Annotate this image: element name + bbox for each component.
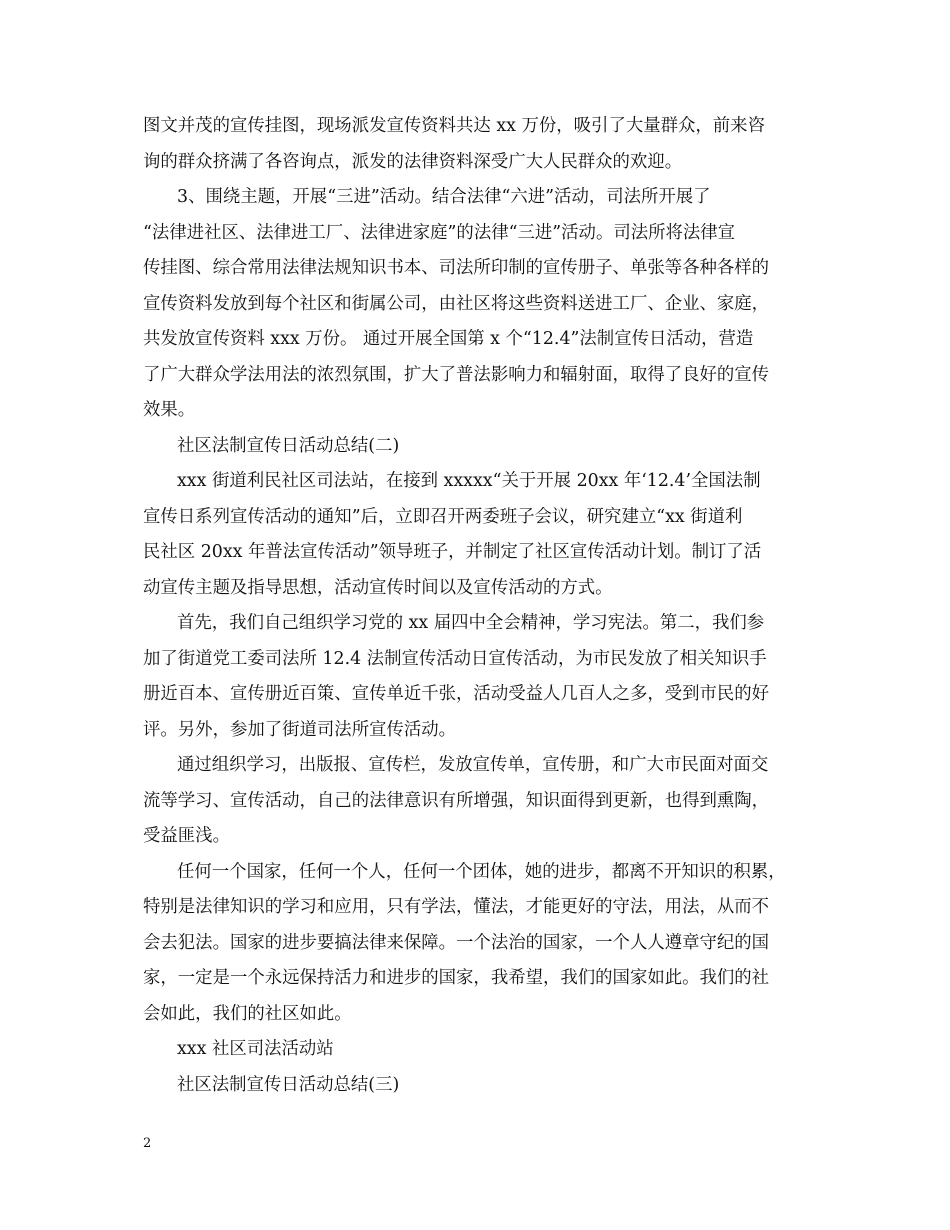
document-body xyxy=(143,109,821,1103)
text-line: 受益匪浅。 xyxy=(143,826,230,846)
section-heading: 社区法制宣传日活动总结(二) xyxy=(177,435,400,456)
text-line: xxx 街道利民社区司法站，在接到 xxxxx“关于开展 20xx 年‘12.4’全国法制 xyxy=(177,471,761,491)
text-line: 传挂图、综合常用法律法规知识书本、司法所印制的宣传册子、单张等各种各样的 xyxy=(143,258,770,278)
text-line: 3、围绕主题，开展“三进”活动。结合法律“六进”活动，司法所开展了 xyxy=(177,187,711,207)
text-line: 宣传日系列宣传活动的通知”后，立即召开两委班子会议，研究建立“xx 街道利 xyxy=(143,506,743,527)
text-line: 通过组织学习，出版报、宣传栏，发放宣传单，宣传册，和广大市民面对面交 xyxy=(177,755,769,775)
text-line: 宣传资料发放到每个社区和街属公司，由社区将这些资料送进工厂、企业、家庭， xyxy=(143,293,770,314)
text-line: 首先，我们自己组织学习党的 xx 届四中全会精神，学习宪法。第二，我们参 xyxy=(177,613,765,633)
text-line: 民社区 20xx 年普法宣传活动”领导班子，并制定了社区宣传活动计划。制订了活 xyxy=(143,542,762,562)
text-line: 会如此，我们的社区如此。 xyxy=(143,1003,352,1024)
text-line: 特别是法律知识的学习和应用，只有学法，懂法，才能更好的守法，用法，从而不 xyxy=(143,897,770,917)
section-heading: 社区法制宣传日活动总结(三) xyxy=(177,1074,400,1095)
text-line: 效果。 xyxy=(143,400,196,420)
text-line: 了广大群众学法用法的浓烈氛围，扩大了普法影响力和辐射面，取得了良好的宣传 xyxy=(143,364,770,385)
text-line: 任何一个国家，任何一个人，任何一个团体，她的进步，都离不开知识的积累， xyxy=(177,861,786,882)
text-line: 流等学习、宣传活动，自己的法律意识有所增强，知识面得到更新，也得到熏陶， xyxy=(143,790,770,811)
signature-line: xxx 社区司法活动站 xyxy=(177,1039,334,1059)
page-number: 2 xyxy=(143,1136,152,1151)
text-line: 共发放宣传资料 xxx 万份。 通过开展全国第 x 个“12.4”法制宣传日活动，营造 xyxy=(143,329,754,349)
text-line: 询的群众挤满了各咨询点，派发的法律资料深受广大人民群众的欢迎。 xyxy=(143,151,683,172)
text-line: 图文并茂的宣传挂图，现场派发宣传资料共达 xx 万份，吸引了大量群众，前来咨 xyxy=(143,116,765,136)
text-line: “法律进社区、法律进工厂、法律进家庭”的法律“三进”活动。司法所将法律宣 xyxy=(143,222,736,243)
text-line: 会去犯法。国家的进步要搞法律来保障。一个法治的国家，一个人人遵章守纪的国 xyxy=(143,932,770,953)
text-line: 册近百本、宣传册近百策、宣传单近千张，活动受益人几百人之多，受到市民的好 xyxy=(143,684,770,704)
text-line: 评。另外，参加了街道司法所宣传活动。 xyxy=(143,719,457,740)
text-line: 动宣传主题及指导思想，活动宣传时间以及宣传活动的方式。 xyxy=(143,577,613,598)
text-line: 加了街道党工委司法所 12.4 法制宣传活动日宣传活动，为市民发放了相关知识手 xyxy=(143,648,767,669)
text-line: 家，一定是一个永远保持活力和进步的国家，我希望，我们的国家如此。我们的社 xyxy=(143,968,770,988)
